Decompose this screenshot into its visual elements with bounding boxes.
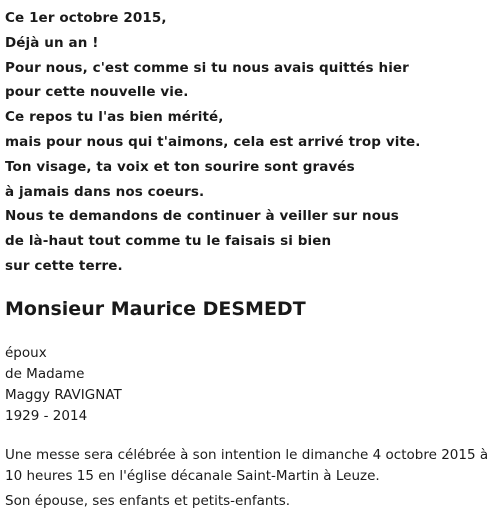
poem-line: Pour nous, c'est comme si tu nous avais quittés hier	[5, 59, 409, 76]
poem-line: de là-haut tout comme tu le faisais si bien	[5, 233, 332, 250]
mass-line: Une messe sera célébrée à son intention le dimanche 4 octobre 2015 à	[5, 446, 489, 463]
family-signature: Son épouse, ses enfants et petits-enfants.	[5, 492, 291, 509]
poem-line: à jamais dans nos coeurs.	[5, 183, 205, 200]
poem-line: Déjà un an !	[5, 34, 99, 51]
poem-line: pour cette nouvelle vie.	[5, 84, 189, 101]
detail-line: 1929 - 2014	[5, 408, 88, 425]
poem-line: sur cette terre.	[5, 257, 123, 274]
memorial-poem	[5, 6, 500, 279]
detail-line: Maggy RAVIGNAT	[5, 387, 122, 404]
poem-line: Ce repos tu l'as bien mérité,	[5, 109, 224, 126]
poem-line: Nous te demandons de continuer à veiller sur nous	[5, 208, 399, 225]
poem-line: Ce 1er octobre 2015,	[5, 10, 167, 26]
poem-line: mais pour nous qui t'aimons, cela est arrivé trop vite.	[5, 133, 421, 150]
detail-line: de Madame	[5, 365, 85, 382]
detail-line: époux	[5, 344, 47, 361]
mass-line: 10 heures 15 en l'église décanale Saint-Martin à Leuze.	[5, 468, 380, 485]
deceased-name: Monsieur Maurice DESMEDT	[5, 297, 306, 320]
mass-announcement	[5, 445, 500, 488]
deceased-details	[5, 343, 500, 428]
poem-line: Ton visage, ta voix et ton sourire sont gravés	[5, 158, 355, 175]
